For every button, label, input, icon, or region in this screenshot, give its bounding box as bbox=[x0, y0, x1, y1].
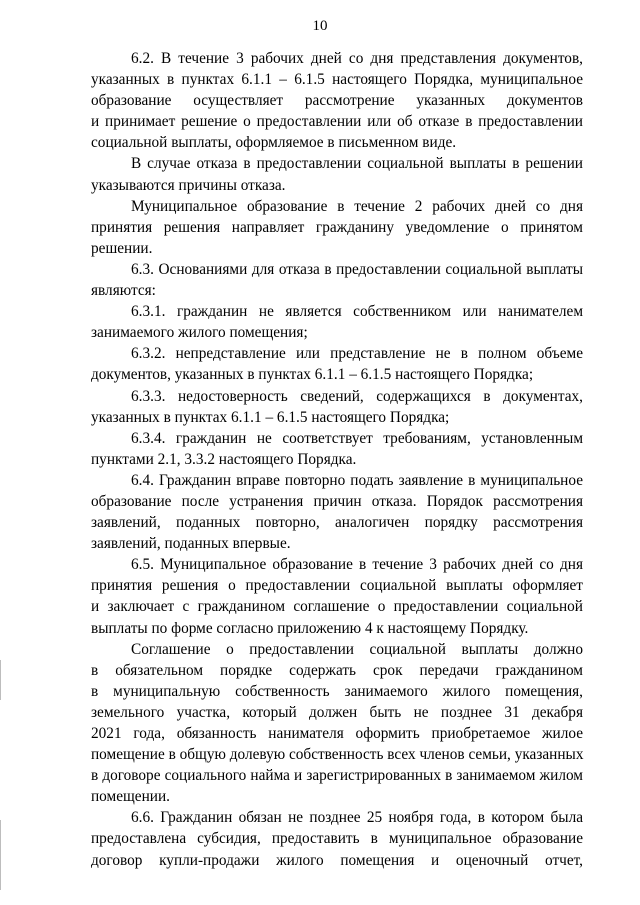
paragraph bbox=[91, 48, 583, 153]
text-line: 2021 года, обязанность нанимателя оформить приобретаемое жилое bbox=[91, 725, 583, 742]
text-line: договор купли-продажи жилого помещения и оценочный отчет, bbox=[91, 851, 583, 869]
text-line: в обязательном порядке содержать срок передачи гражданином bbox=[91, 661, 583, 679]
text-line: помещении. bbox=[91, 788, 170, 806]
text-line: указываются причины отказа. bbox=[91, 176, 286, 194]
text-line: 6.6. Гражданин обязан не позднее 25 ноября года, в котором была bbox=[131, 809, 583, 827]
paragraph bbox=[91, 196, 583, 259]
text-line: 6.2. В течение 3 рабочих дней со дня представления документов, bbox=[131, 50, 583, 67]
text-line: в муниципальную собственность занимаемого жилого помещения, bbox=[91, 682, 583, 700]
text-line: помещение в общую долевую собственность всех членов семьи, указанных bbox=[91, 746, 584, 764]
text-line: в договоре социального найма и зарегистрированных в занимаемом жилом bbox=[91, 767, 583, 785]
text-line: и заключает с гражданином соглашение о предоставлении социальной bbox=[91, 598, 583, 616]
document-body bbox=[91, 48, 583, 871]
text-line: решении. bbox=[91, 239, 153, 257]
paragraph bbox=[91, 470, 583, 554]
text-line: заявлений, поданных повторно, аналогичен порядку рассмотрения bbox=[91, 514, 583, 532]
paragraph bbox=[91, 807, 583, 870]
text-line: выплаты по форме согласно приложению 4 к настоящему Порядку. bbox=[91, 619, 529, 637]
text-line: 6.3.3. недостоверность сведений, содержащихся в документах, bbox=[131, 387, 583, 405]
text-line: принятия решения направляет гражданину уведомление о принятом bbox=[91, 218, 583, 236]
text-line: 6.4. Гражданин вправе повторно подать заявление в муниципальное bbox=[131, 471, 583, 489]
text-line: принятия решения о предоставлении социальной выплаты оформляет bbox=[91, 577, 583, 595]
paragraph bbox=[91, 428, 583, 470]
paragraph bbox=[91, 639, 583, 808]
scan-edge-mark bbox=[0, 820, 1, 890]
text-line: предоставлена субсидия, предоставить в муниципальное образование bbox=[91, 830, 583, 848]
text-line: документов, указанных в пунктах 6.1.1 – 6.1.5 настоящего Порядка; bbox=[91, 366, 534, 384]
paragraph bbox=[91, 153, 583, 195]
text-line: образование осуществляет рассмотрение указанных документов bbox=[91, 92, 583, 110]
paragraph bbox=[91, 554, 583, 638]
paragraph bbox=[91, 259, 583, 301]
text-line: 6.5. Муниципальное образование в течение 3 рабочих дней со дня bbox=[131, 556, 583, 574]
text-line: В случае отказа в предоставлении социальной выплаты в решении bbox=[131, 155, 583, 173]
text-line: пунктами 2.1, 3.3.2 настоящего Порядка. bbox=[91, 450, 357, 468]
paragraph bbox=[91, 301, 583, 343]
text-line: образование после устранения причин отказа. Порядок рассмотрения bbox=[91, 492, 583, 510]
paragraph bbox=[91, 343, 583, 385]
text-line: земельного участка, который должен быть не позднее 31 декабря bbox=[91, 703, 583, 721]
text-line: 6.3.4. гражданин не соответствует требованиям, установленным bbox=[131, 429, 583, 447]
text-line: Муниципальное образование в течение 2 рабочих дней со дня bbox=[131, 197, 583, 215]
text-line: и принимает решение о предоставлении или об отказе в предоставлении bbox=[91, 113, 583, 131]
text-line: 6.3.1. гражданин не является собственником или нанимателем bbox=[131, 303, 583, 321]
scan-edge-mark bbox=[0, 660, 1, 700]
text-line: указанных в пунктах 6.1.1 – 6.1.5 настоящего Порядка; bbox=[91, 408, 450, 426]
text-line: социальной выплаты, оформляемое в письменном виде. bbox=[91, 134, 457, 152]
text-line: указанных в пунктах 6.1.1 – 6.1.5 настоящего Порядка, муниципальное bbox=[91, 71, 583, 89]
paragraph bbox=[91, 386, 583, 428]
text-line: 6.3. Основаниями для отказа в предоставлении социальной выплаты bbox=[131, 260, 583, 278]
text-line: Соглашение о предоставлении социальной выплаты должно bbox=[131, 640, 583, 658]
text-line: заявлений, поданных впервые. bbox=[91, 535, 291, 553]
page-number: 10 bbox=[312, 18, 328, 34]
text-line: 6.3.2. непредставление или представление не в полном объеме bbox=[131, 345, 583, 363]
text-line: являются: bbox=[91, 282, 156, 300]
text-line: занимаемого жилого помещения; bbox=[91, 324, 308, 342]
